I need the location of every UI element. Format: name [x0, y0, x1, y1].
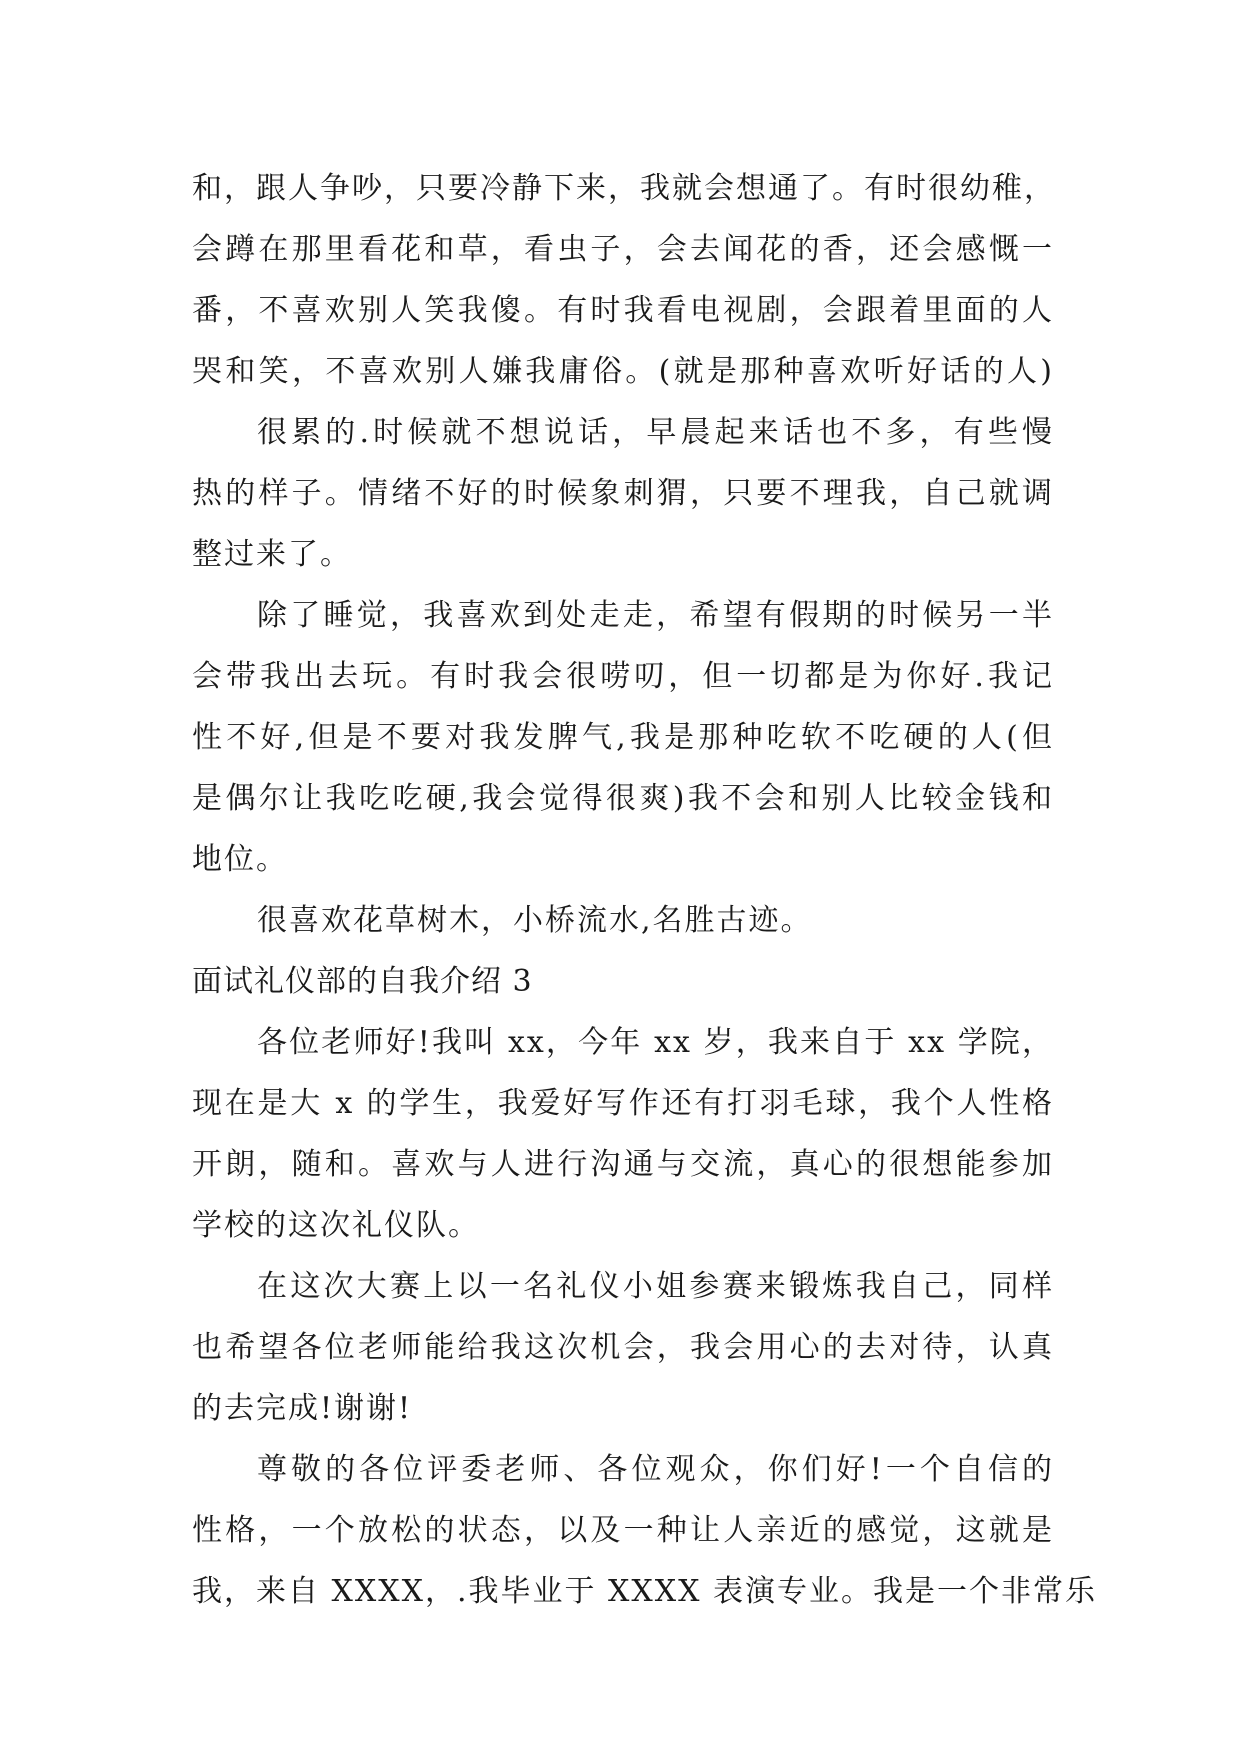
paragraph-line: 很喜欢花草树木，小桥流水,名胜古迹。: [257, 903, 813, 938]
text-line: 也希望各位老师能给我这次机会，我会用心的去对待，认真: [192, 1330, 1054, 1365]
text-line: 我，来自 XXXX，.我毕业于 XXXX 表演专业。我是一个非常乐: [192, 1574, 1098, 1609]
text-line: 哭和笑，不喜欢别人嫌我庸俗。(就是那种喜欢听好话的人): [192, 354, 1054, 389]
paragraph-start-line: 各位老师好!我叫 xx，今年 xx 岁，我来自于 xx 学院，: [257, 1025, 1054, 1060]
text-line: 会带我出去玩。有时我会很唠叨，但一切都是为你好.我记: [192, 659, 1054, 694]
text-line: 和，跟人争吵，只要冷静下来，我就会想通了。有时很幼稚，: [192, 171, 1056, 206]
paragraph-start-line: 很累的.时候就不想说话，早晨起来话也不多，有些慢: [257, 415, 1054, 450]
paragraph-start-line: 在这次大赛上以一名礼仪小姐参赛来锻炼我自己，同样: [257, 1269, 1054, 1304]
paragraph-end-line: 整过来了。: [192, 537, 352, 572]
text-line: 会蹲在那里看花和草，看虫子，会去闻花的香，还会感慨一: [192, 232, 1054, 267]
text-line: 番，不喜欢别人笑我傻。有时我看电视剧，会跟着里面的人: [192, 293, 1054, 328]
paragraph-end-line: 的去完成!谢谢!: [192, 1391, 413, 1426]
section-heading: 面试礼仪部的自我介绍 3: [192, 964, 533, 999]
text-line: 现在是大 x 的学生，我爱好写作还有打羽毛球，我个人性格: [192, 1086, 1054, 1121]
paragraph-end-line: 学校的这次礼仪队。: [192, 1208, 480, 1243]
paragraph-start-line: 除了睡觉，我喜欢到处走走，希望有假期的时候另一半: [257, 598, 1054, 633]
text-line: 是偶尔让我吃吃硬,我会觉得很爽)我不会和别人比较金钱和: [192, 781, 1054, 816]
paragraph-end-line: 地位。: [192, 842, 288, 877]
document-page: [192, 158, 1098, 1622]
paragraph-start-line: 尊敬的各位评委老师、各位观众，你们好!一个自信的: [257, 1452, 1054, 1487]
text-line: 性不好,但是不要对我发脾气,我是那种吃软不吃硬的人(但: [192, 720, 1054, 755]
text-line: 热的样子。情绪不好的时候象刺猬，只要不理我，自己就调: [192, 476, 1054, 511]
text-line: 性格，一个放松的状态，以及一种让人亲近的感觉，这就是: [192, 1513, 1054, 1548]
text-line: 开朗，随和。喜欢与人进行沟通与交流，真心的很想能参加: [192, 1147, 1054, 1182]
